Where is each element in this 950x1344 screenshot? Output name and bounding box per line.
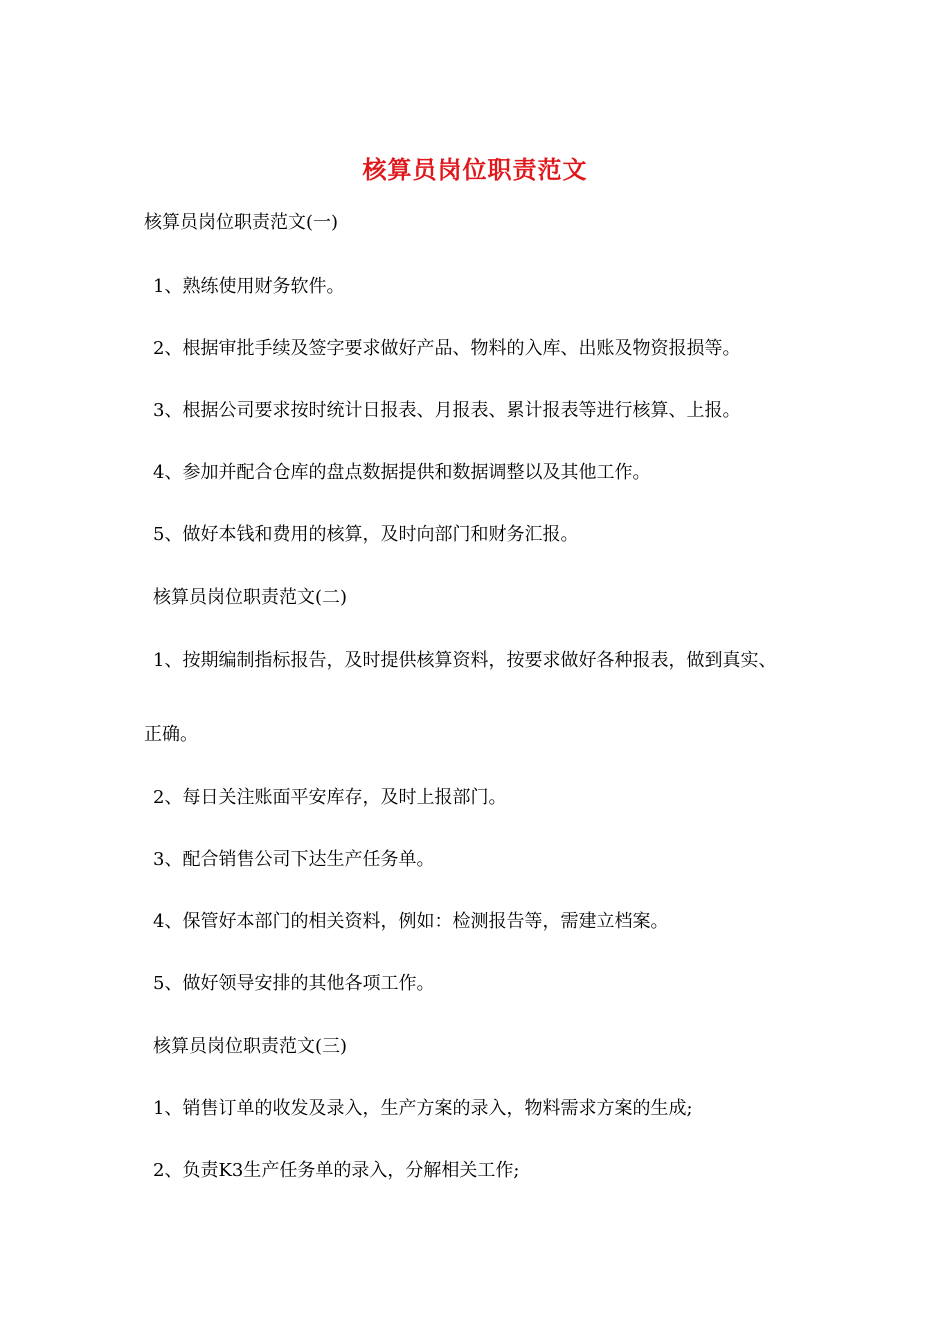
list-item: 2、负责K3生产任务单的录入，分解相关工作; [153, 1160, 520, 1181]
list-item: 4、参加并配合仓库的盘点数据提供和数据调整以及其他工作。 [153, 462, 651, 483]
section-heading-1: 核算员岗位职责范文(一) [144, 212, 339, 233]
list-item: 2、根据审批手续及签字要求做好产品、物料的入库、出账及物资报损等。 [153, 338, 741, 359]
section-heading-3: 核算员岗位职责范文(三) [153, 1036, 348, 1057]
list-item-continuation: 正确。 [144, 724, 198, 745]
list-item: 1、销售订单的收发及录入，生产方案的录入，物料需求方案的生成; [153, 1098, 693, 1119]
list-item: 4、保管好本部门的相关资料，例如：检测报告等，需建立档案。 [153, 911, 669, 932]
list-item: 3、配合销售公司下达生产任务单。 [153, 849, 435, 870]
list-item: 2、每日关注账面平安库存，及时上报部门。 [153, 787, 507, 808]
list-item: 5、做好本钱和费用的核算，及时向部门和财务汇报。 [153, 524, 579, 545]
document-title: 核算员岗位职责范文 [362, 155, 588, 184]
list-item: 1、熟练使用财务软件。 [153, 276, 345, 297]
list-item: 5、做好领导安排的其他各项工作。 [153, 973, 435, 994]
list-item: 1、按期编制指标报告，及时提供核算资料，按要求做好各种报表，做到真实、 [153, 650, 777, 671]
list-item: 3、根据公司要求按时统计日报表、月报表、累计报表等进行核算、上报。 [153, 400, 741, 421]
section-heading-2: 核算员岗位职责范文(二) [153, 587, 348, 608]
